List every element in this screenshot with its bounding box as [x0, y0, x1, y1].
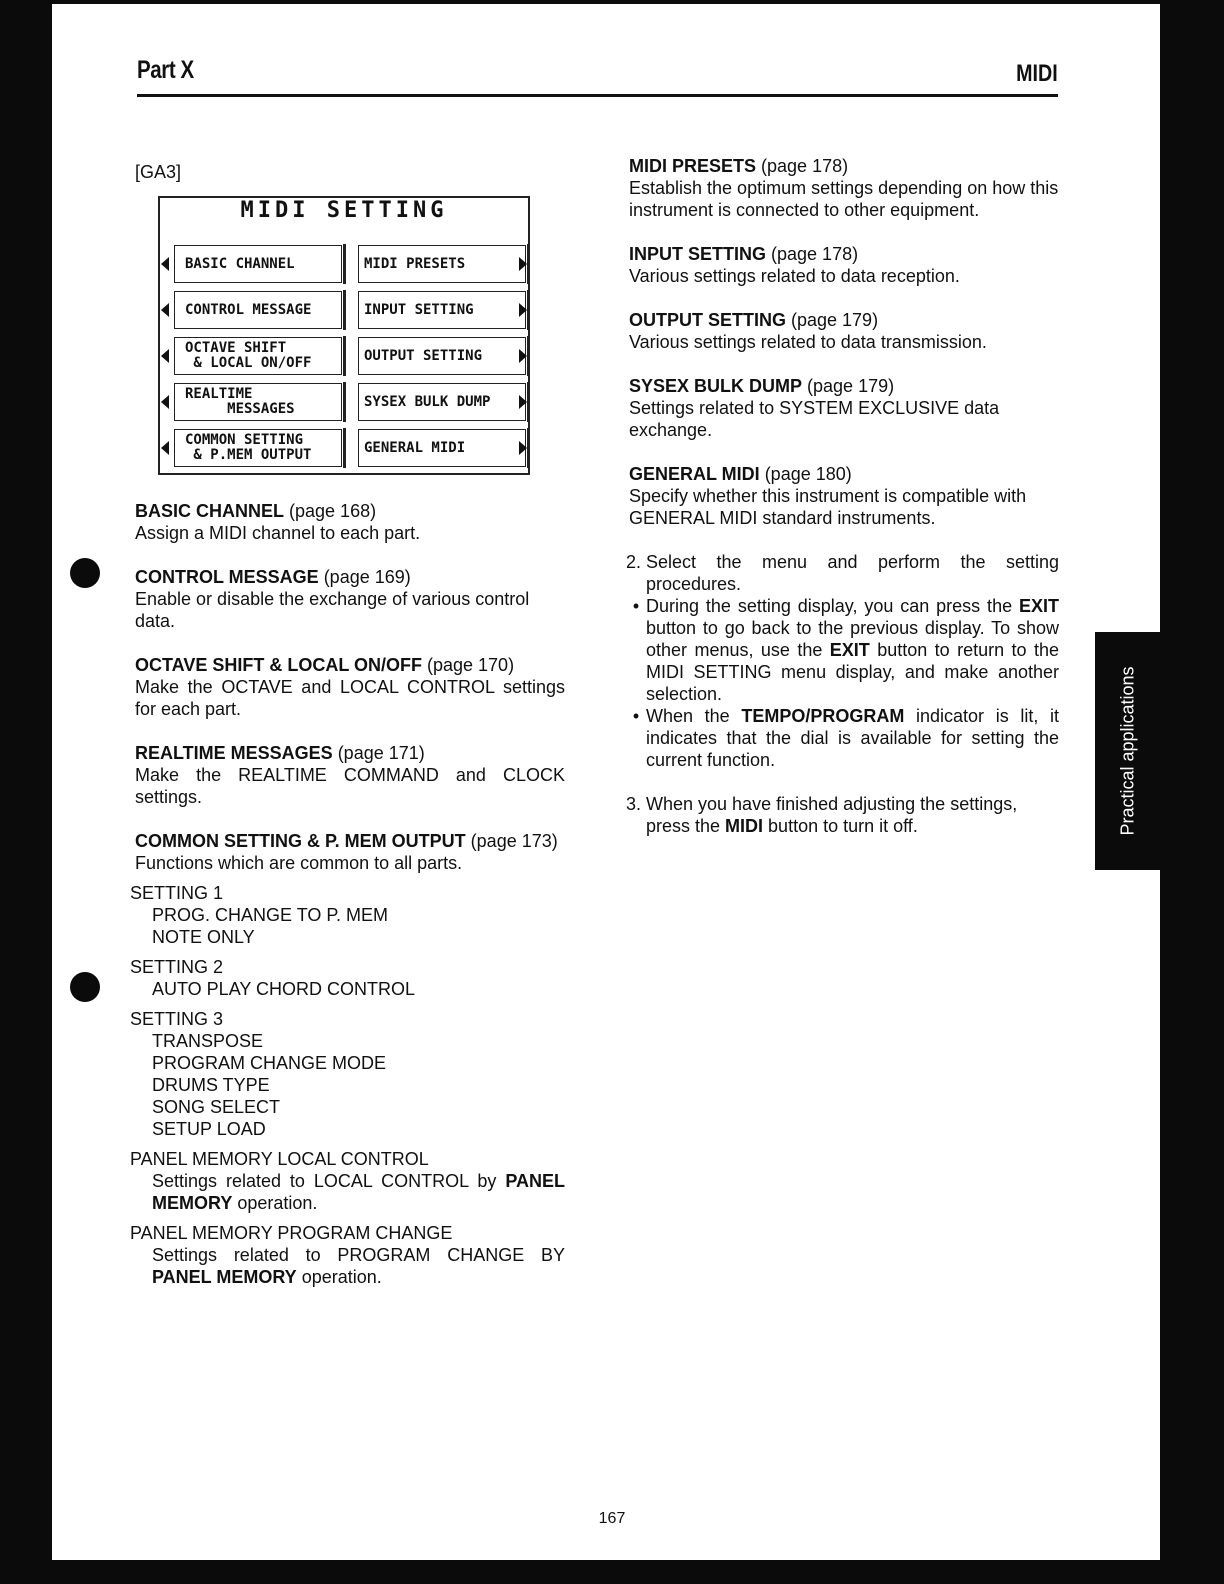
bullet-item — [626, 705, 1059, 771]
section-body: Establish the optimum settings depending on how this instrument is connected to other equipment. — [629, 178, 1059, 220]
setting-item: PROG. CHANGE TO P. MEM — [152, 905, 389, 925]
side-tab-label: Practical applications — [1117, 666, 1137, 836]
right-arrow-icon — [519, 441, 527, 455]
setting-item: SONG SELECT — [152, 1097, 281, 1117]
section-title: COMMON SETTING & P. MEM OUTPUT — [135, 831, 466, 851]
setting-head: SETTING 3 — [130, 1009, 224, 1029]
octave-shift-section — [135, 654, 565, 720]
page-number: 167 — [598, 1510, 626, 1527]
page-ref: (page 171) — [332, 743, 425, 763]
octave-shift-local-button[interactable]: OCTAVE SHIFT & LOCAL ON/OFF — [174, 337, 342, 375]
text: When the — [646, 706, 742, 726]
setting-item: SETUP LOAD — [152, 1119, 266, 1139]
setting-1 — [130, 882, 565, 948]
midi-presets-section — [629, 155, 1059, 221]
bold-text: EXIT — [829, 640, 870, 660]
step-text: Select the menu and perform the setting procedures. — [646, 552, 1059, 594]
desc-text: Settings related to PROGRAM CHANGE BY — [152, 1245, 565, 1265]
step-2 — [626, 551, 1059, 595]
right-column — [626, 155, 1059, 837]
section-body: Make the OCTAVE and LOCAL CONTROL settings for each part. — [135, 677, 565, 719]
settings-list — [130, 882, 565, 1288]
text: indicator is lit, it indicates that the dial is available for setting the current function. — [646, 706, 1059, 770]
basic-channel-button[interactable]: BASIC CHANNEL — [174, 245, 342, 283]
common-setting-section — [135, 830, 565, 874]
setting-head: PANEL MEMORY PROGRAM CHANGE — [130, 1223, 453, 1243]
section-title: MIDI PRESETS — [629, 156, 757, 176]
control-message-button[interactable]: CONTROL MESSAGE — [174, 291, 342, 329]
header-rule — [137, 94, 1058, 97]
setting-item: DRUMS TYPE — [152, 1075, 270, 1095]
bold-text: MIDI — [725, 816, 764, 836]
bold-text: EXIT — [1018, 596, 1059, 616]
setting-item: TRANSPOSE — [152, 1031, 264, 1051]
left-arrow-icon — [161, 441, 169, 455]
right-arrow-icon — [519, 349, 527, 363]
right-arrow-icon — [519, 395, 527, 409]
step-text — [646, 793, 1059, 837]
page-frame-right — [1160, 0, 1224, 1584]
side-tab — [1095, 632, 1160, 870]
page-frame-top — [0, 0, 1224, 4]
common-setting-button[interactable]: COMMON SETTING & P.MEM OUTPUT — [174, 429, 342, 467]
page-ref: (page 170) — [422, 655, 515, 675]
right-arrow-icon — [519, 257, 527, 271]
sysex-bulk-dump-button[interactable]: SYSEX BULK DUMP — [358, 383, 526, 421]
page-frame-left — [0, 0, 52, 1584]
general-midi-button[interactable]: GENERAL MIDI — [358, 429, 526, 467]
desc-text: operation. — [296, 1267, 382, 1287]
section-body: Specify whether this instrument is compatible with GENERAL MIDI standard instruments. — [629, 486, 1027, 528]
page-ref: (page 178) — [766, 244, 859, 264]
desc-text: Settings related to LOCAL CONTROL by — [152, 1171, 506, 1191]
page-ref: (page 168) — [284, 501, 377, 521]
midi-setting-screen — [158, 196, 530, 475]
section-body: Settings related to SYSTEM EXCLUSIVE data exchange. — [629, 398, 1000, 440]
left-column — [130, 500, 565, 1296]
desc-bold: PANEL MEMORY — [152, 1171, 565, 1213]
page-ref: (page 179) — [786, 310, 879, 330]
realtime-messages-button[interactable]: REALTIME MESSAGES — [174, 383, 342, 421]
header-section: MIDI — [1016, 60, 1058, 87]
general-midi-section — [629, 463, 1059, 529]
input-setting-section — [629, 243, 1059, 287]
page-ref: (page 173) — [465, 831, 558, 851]
page-ref: (page 180) — [759, 464, 852, 484]
midi-presets-button[interactable]: MIDI PRESETS — [358, 245, 526, 283]
setting-item: PROGRAM CHANGE MODE — [152, 1053, 387, 1073]
section-body: Assign a MIDI channel to each part. — [135, 523, 421, 543]
basic-channel-section — [135, 500, 565, 544]
bullet-text — [646, 595, 1059, 705]
steps — [626, 551, 1059, 837]
page-ref: (page 169) — [318, 567, 411, 587]
page-frame-bottom — [0, 1560, 1224, 1584]
setting-desc — [130, 1244, 565, 1288]
bullet-icon: • — [632, 596, 640, 616]
text: button to return to the MIDI SETTING menu display, and make another selection. — [646, 640, 1059, 704]
setting-item: NOTE ONLY — [152, 927, 255, 947]
setting-item: AUTO PLAY CHORD CONTROL — [152, 979, 416, 999]
control-message-section — [135, 566, 565, 632]
step-number: 3. — [626, 794, 642, 814]
screen-title: MIDI SETTING — [240, 198, 448, 223]
setting-3 — [130, 1008, 565, 1140]
section-title: GENERAL MIDI — [629, 464, 760, 484]
page-ref: (page 178) — [756, 156, 849, 176]
bullet-icon: • — [632, 706, 640, 726]
left-arrow-icon — [161, 303, 169, 317]
step-3 — [626, 793, 1059, 837]
step-number: 2. — [626, 552, 642, 572]
section-title: CONTROL MESSAGE — [135, 567, 319, 587]
text: During the setting display, you can press the — [646, 596, 1019, 616]
section-body: Enable or disable the exchange of various control data. — [135, 589, 530, 631]
desc-text: operation. — [232, 1193, 318, 1213]
text: button to go back to the previous display. To show other menus, use the — [646, 618, 1059, 660]
output-setting-button[interactable]: OUTPUT SETTING — [358, 337, 526, 375]
section-title: OUTPUT SETTING — [629, 310, 786, 330]
panel-memory-program-change — [130, 1222, 565, 1288]
realtime-messages-section — [135, 742, 565, 808]
section-title: INPUT SETTING — [629, 244, 767, 264]
page-ref: (page 179) — [802, 376, 895, 396]
section-title: BASIC CHANNEL — [135, 501, 285, 521]
input-setting-button[interactable]: INPUT SETTING — [358, 291, 526, 329]
section-title: OCTAVE SHIFT & LOCAL ON/OFF — [135, 655, 422, 675]
setting-2 — [130, 956, 565, 1000]
text: When you have finished adjusting the settings, press the — [646, 794, 1018, 836]
section-body: Functions which are common to all parts. — [135, 853, 463, 873]
output-setting-section — [629, 309, 1059, 353]
left-arrow-icon — [161, 349, 169, 363]
desc-bold: PANEL MEMORY — [152, 1267, 297, 1287]
section-body: Various settings related to data reception. — [629, 266, 960, 286]
right-arrow-icon — [519, 303, 527, 317]
section-title: SYSEX BULK DUMP — [629, 376, 803, 396]
screen-label: [GA3] — [135, 162, 182, 182]
sysex-bulk-dump-section — [629, 375, 1059, 441]
text: button to turn it off. — [763, 816, 918, 836]
bold-text: TEMPO/PROGRAM — [741, 706, 905, 726]
bullet-text — [646, 705, 1059, 771]
section-body: Make the REALTIME COMMAND and CLOCK settings. — [135, 765, 565, 807]
left-arrow-icon — [161, 395, 169, 409]
section-title: REALTIME MESSAGES — [135, 743, 333, 763]
setting-head: PANEL MEMORY LOCAL CONTROL — [130, 1149, 429, 1169]
bullet-item — [626, 595, 1059, 705]
section-body: Various settings related to data transmission. — [629, 332, 987, 352]
setting-desc — [130, 1170, 565, 1214]
setting-head: SETTING 2 — [130, 957, 224, 977]
setting-head: SETTING 1 — [130, 883, 224, 903]
binding-hole — [70, 558, 100, 588]
binding-hole — [70, 972, 100, 1002]
panel-memory-local-control — [130, 1148, 565, 1214]
left-arrow-icon — [161, 257, 169, 271]
header-part: Part X — [137, 56, 194, 84]
